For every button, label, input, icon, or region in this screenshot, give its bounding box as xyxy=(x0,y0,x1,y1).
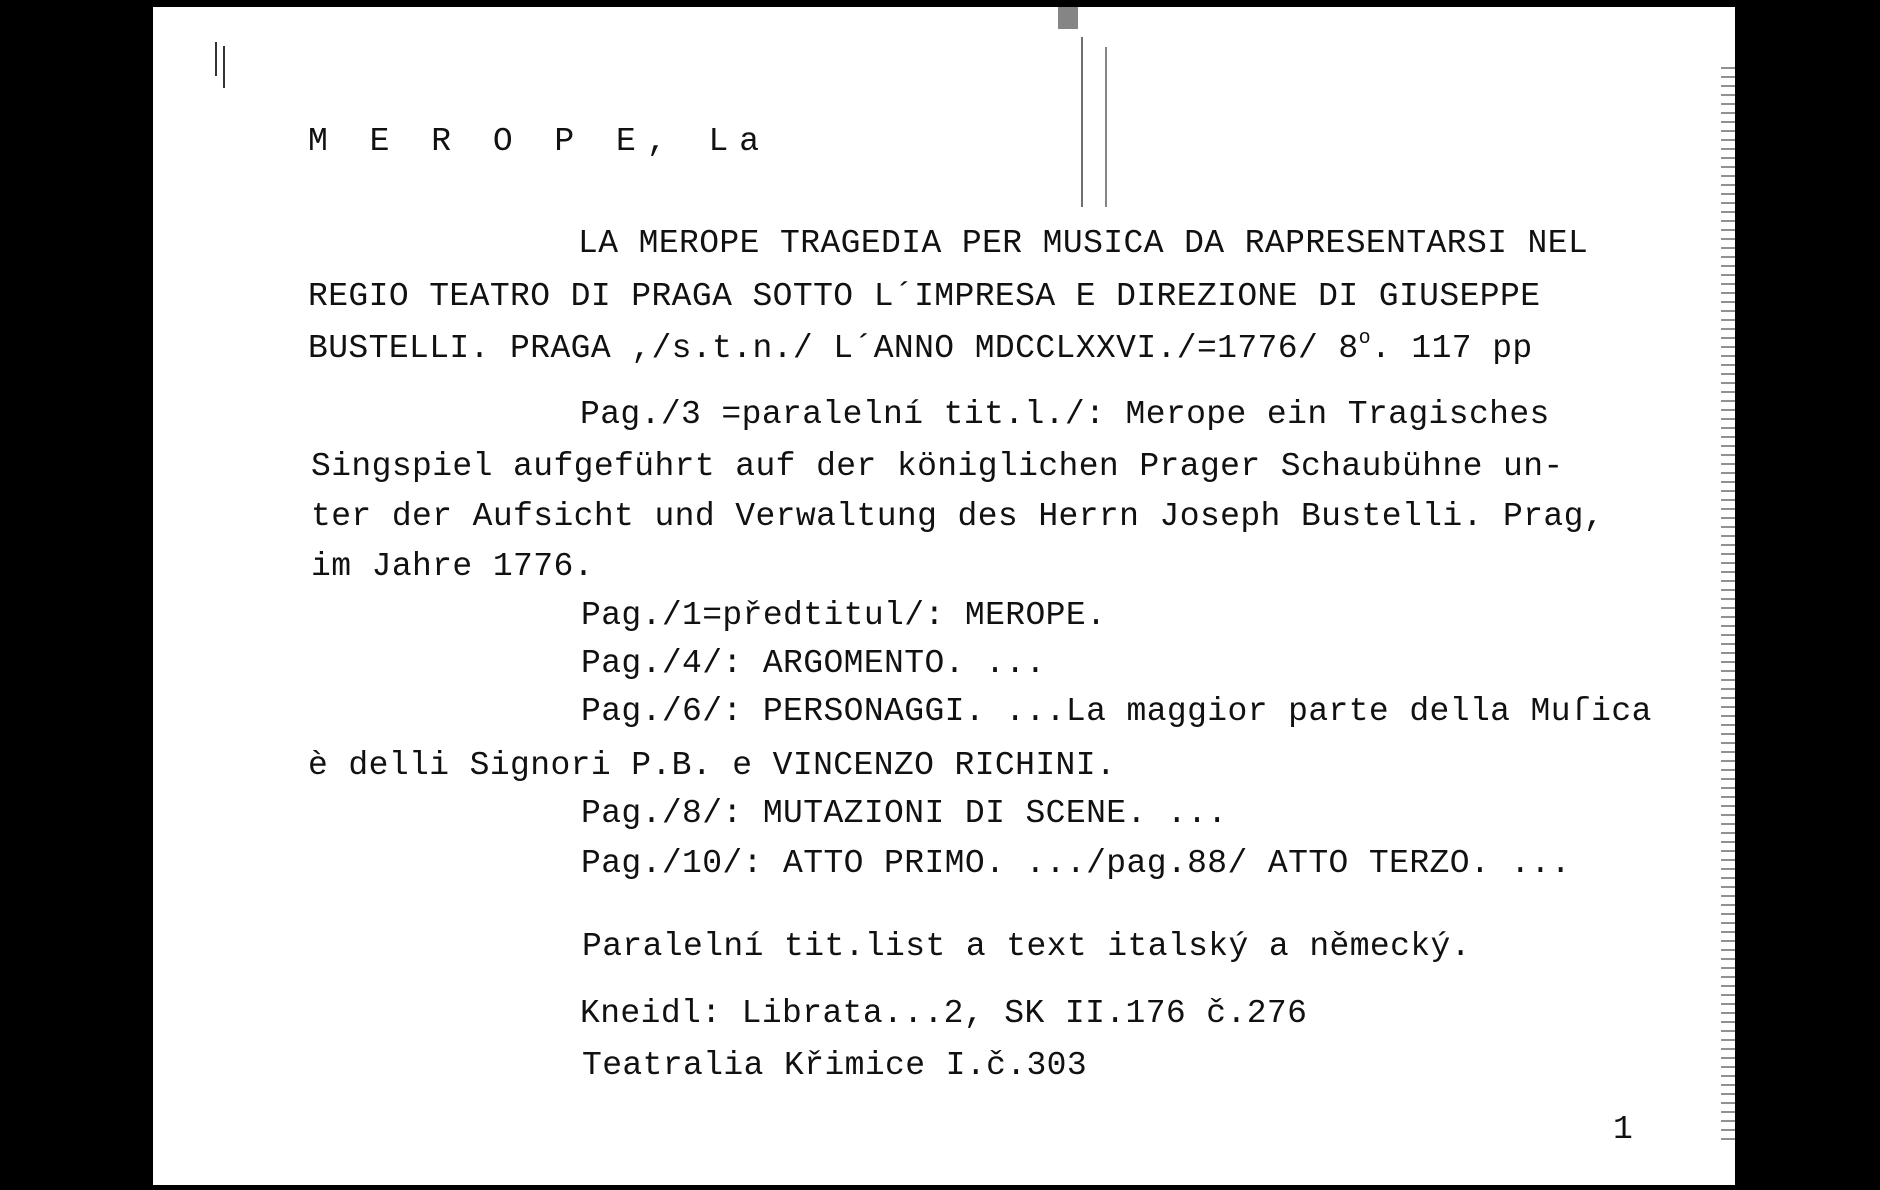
parallel-title-line-1: Pag./3 =paralelní tit.l./: Merope ein Tragisches xyxy=(580,396,1550,433)
parallel-title-line-4: im Jahre 1776. xyxy=(311,548,594,585)
card-heading: M E R O P E, La xyxy=(308,123,771,160)
title-line-3-text: BUSTELLI. PRAGA ,/s.t.n./ L´ANNO MDCCLXXVI./=1776/ 8 xyxy=(308,330,1359,367)
title-line-1: LA MEROPE TRAGEDIA PER MUSICA DA RAPRESENTARSI NEL xyxy=(578,225,1589,262)
parallel-title-line-3: ter der Aufsicht und Verwaltung des Herrn Joseph Bustelli. Prag, xyxy=(311,498,1605,535)
punch-hole-mark xyxy=(1058,7,1078,29)
title-line-3-end: . 117 pp xyxy=(1370,330,1533,367)
scratch-mark xyxy=(223,46,225,88)
page-number: 1 xyxy=(1613,1111,1634,1148)
edge-noise xyxy=(1721,67,1735,1147)
parallel-title-line-2: Singspiel aufgeführt auf der königlichen Prager Schaubühne un- xyxy=(311,448,1564,485)
reference-line: Teatralia Křimice I.č.303 xyxy=(582,1047,1088,1084)
reference-line: Kneidl: Librata...2, SK II.176 č.276 xyxy=(580,995,1308,1032)
catalog-card xyxy=(153,7,1735,1185)
scratch-mark xyxy=(215,42,217,76)
scratch-mark xyxy=(1105,47,1107,207)
page-entry: Pag./1=předtitul/: MEROPE. xyxy=(581,597,1107,634)
title-line-2: REGIO TEATRO DI PRAGA SOTTO L´IMPRESA E DIREZIONE DI GIUSEPPE xyxy=(308,278,1541,315)
language-note: Paralelní tit.list a text italský a německý. xyxy=(582,928,1471,965)
page-entry: Pag./6/: PERSONAGGI. ...La maggior parte della Muſica xyxy=(581,693,1652,730)
scratch-mark xyxy=(1081,37,1083,207)
format-degree: o xyxy=(1358,327,1371,350)
page-entry: è delli Signori P.B. e VINCENZO RICHINI. xyxy=(308,747,1117,784)
page-entry: Pag./10/: ATTO PRIMO. .../pag.88/ ATTO TERZO. ... xyxy=(581,845,1571,882)
page-entry: Pag./4/: ARGOMENTO. ... xyxy=(581,645,1046,682)
title-line-3 xyxy=(308,329,1533,373)
page-entry: Pag./8/: MUTAZIONI DI SCENE. ... xyxy=(581,795,1228,832)
